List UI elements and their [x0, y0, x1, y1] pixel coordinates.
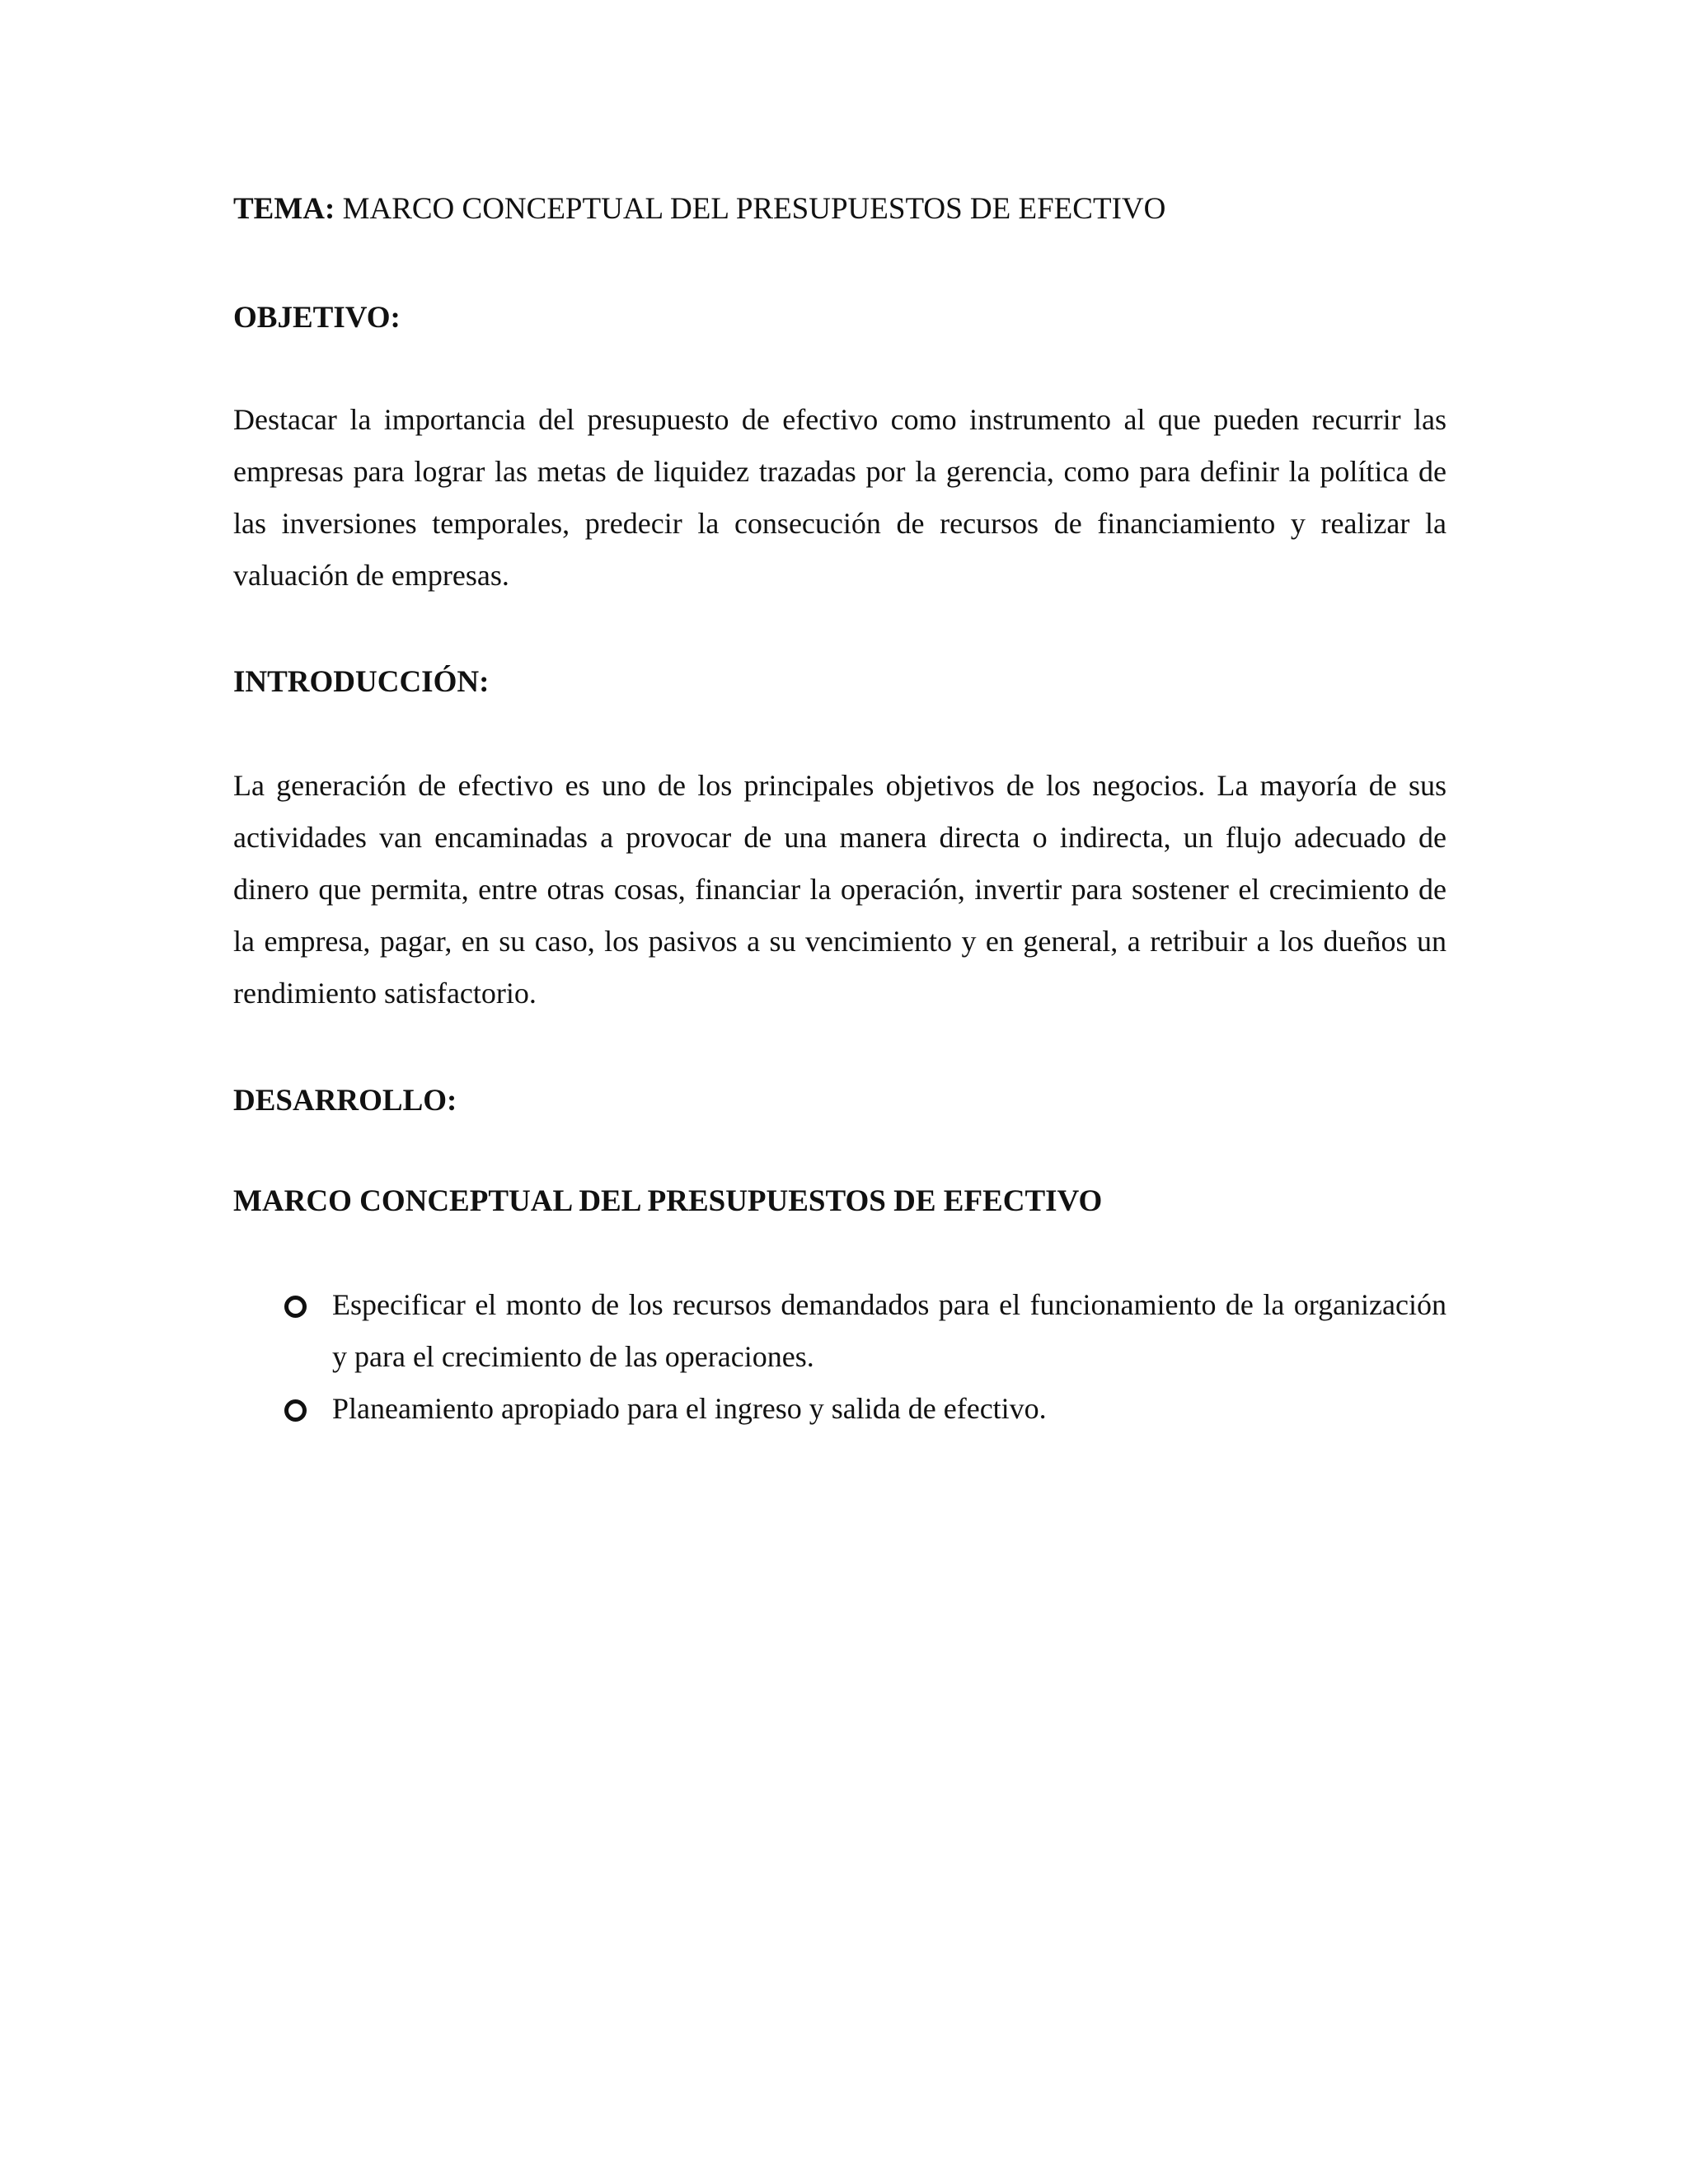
objetivo-line: Destacar la importancia del presupuesto de efectivo como instrumento al que pueden recurrir las: [233, 403, 1447, 436]
desarrollo-bullet-list: [233, 1279, 1447, 1435]
tema-label: TEMA:: [233, 192, 335, 226]
objetivo-line: empresas para lograr las metas de liquidez trazadas por la gerencia, como para definir la política de: [233, 455, 1447, 488]
list-item: [233, 1383, 1447, 1435]
introduccion-heading: INTRODUCCIÓN:: [233, 665, 490, 699]
circle-bullet-icon: [284, 1296, 307, 1318]
introduccion-line: dinero que permita, entre otras cosas, financiar la operación, invertir para sostener el crecimiento de: [233, 873, 1447, 906]
introduccion-line: actividades van encaminadas a provocar de una manera directa o indirecta, un flujo adecuado de: [233, 821, 1447, 854]
tema-line: [233, 191, 1165, 227]
objetivo-line: las inversiones temporales, predecir la consecución de recursos de financiamiento y realizar la: [233, 507, 1447, 540]
introduccion-line: la empresa, pagar, en su caso, los pasivos a su vencimiento y en general, a retribuir a los dueños un: [233, 925, 1447, 958]
bullet-line: Planeamiento apropiado para el ingreso y salida de efectivo.: [332, 1392, 1047, 1425]
introduccion-line: La generación de efectivo es uno de los principales objetivos de los negocios. La mayoría de sus: [233, 769, 1447, 802]
objetivo-heading: OBJETIVO:: [233, 301, 401, 335]
bullet-line: y para el crecimiento de las operaciones.: [332, 1340, 814, 1373]
desarrollo-subheading: MARCO CONCEPTUAL DEL PRESUPUESTOS DE EFECTIVO: [233, 1184, 1103, 1218]
objetivo-paragraph: [233, 394, 1447, 602]
tema-text: MARCO CONCEPTUAL DEL PRESUPUESTOS DE EFECTIVO: [342, 192, 1166, 226]
introduccion-paragraph: [233, 760, 1447, 1019]
list-item: [233, 1279, 1447, 1383]
desarrollo-heading: DESARROLLO:: [233, 1084, 457, 1118]
circle-bullet-icon: [284, 1399, 307, 1422]
introduccion-line: rendimiento satisfactorio.: [233, 977, 537, 1010]
objetivo-line: valuación de empresas.: [233, 559, 509, 592]
bullet-line: Especificar el monto de los recursos demandados para el funcionamiento de la organización: [332, 1288, 1447, 1321]
